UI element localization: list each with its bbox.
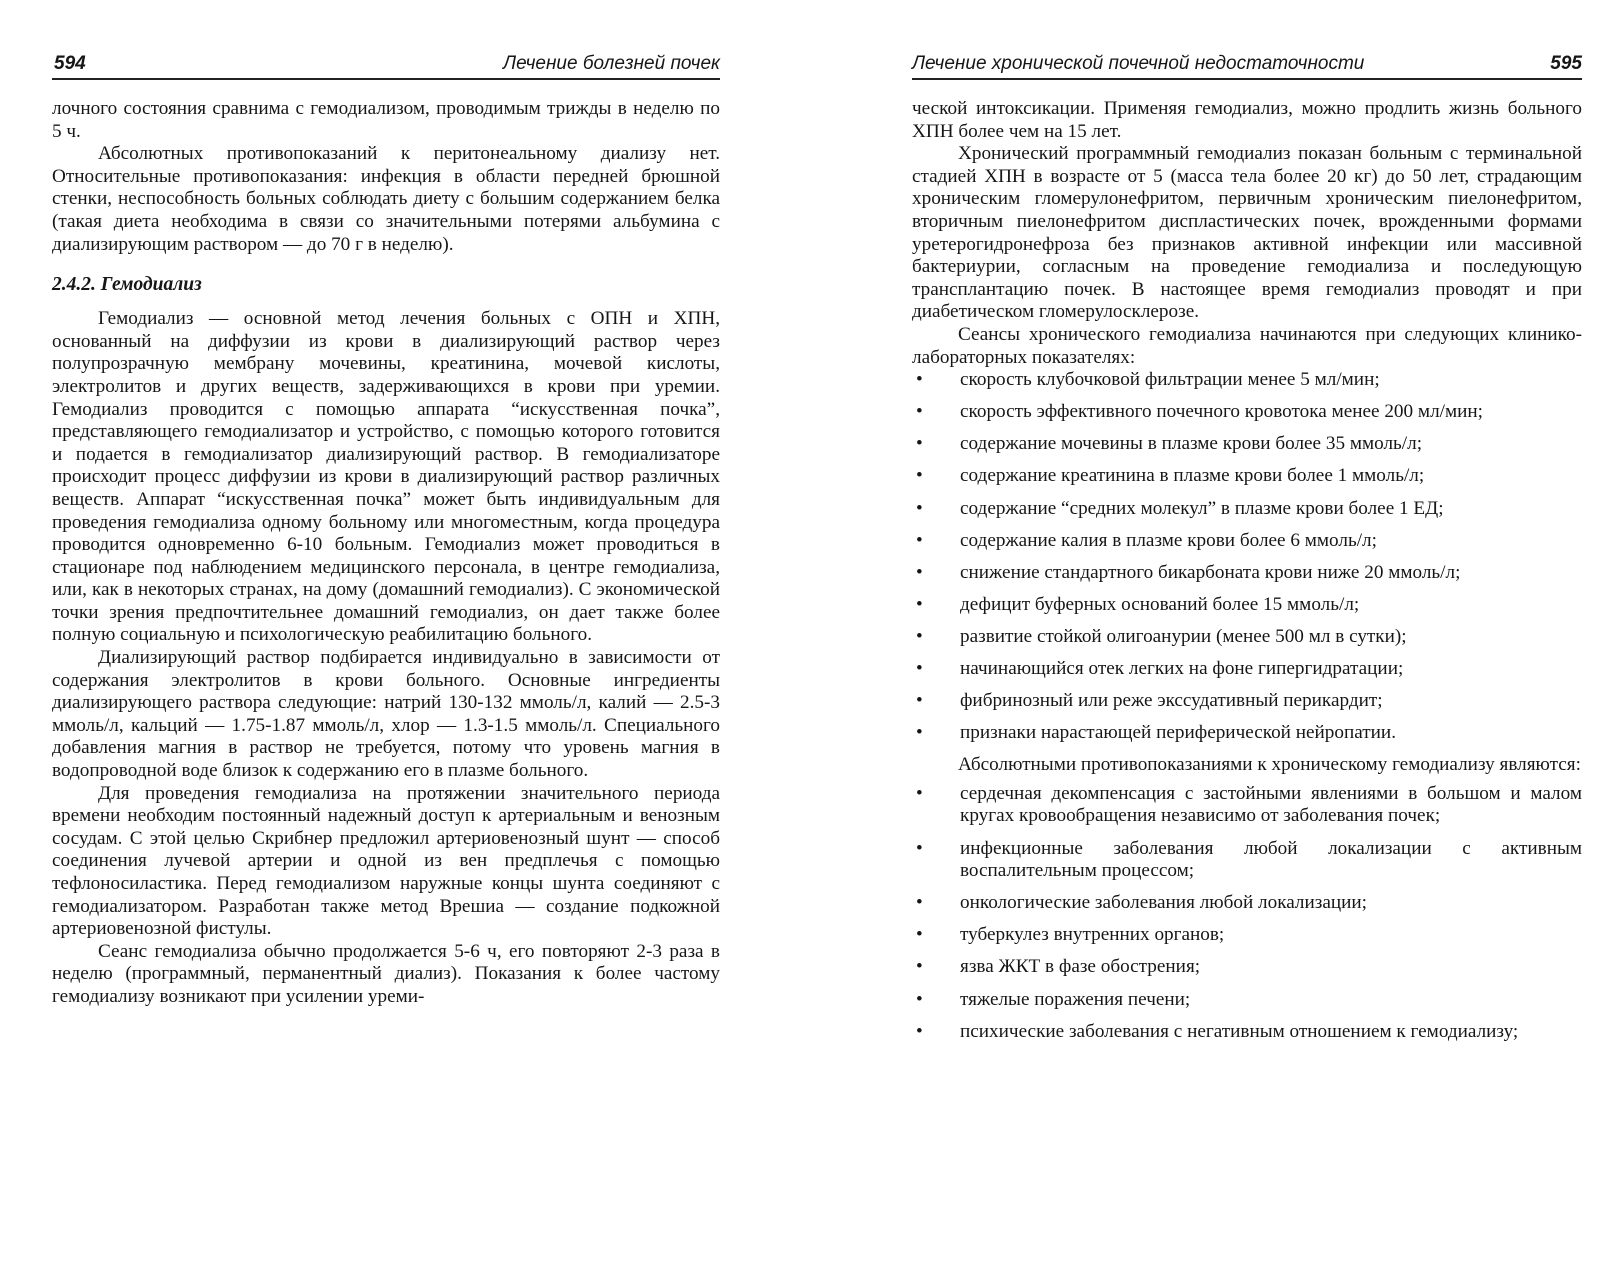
running-title: Лечение болезней почек [503,53,720,74]
bullet-icon: • [916,529,923,551]
paragraph: Сеанс гемодиализа обычно продолжается 5-6 ч, его повторяют 2-3 раза в неделю (программный, перманентный диализ). Показания к более частому гемодиализу возникают при усилении уреми- [52,940,720,1007]
list-item-text: психические заболевания с негативным отношением к гемодиализу; [960,1020,1519,1042]
bullet-icon: • [916,892,923,914]
list-item [912,722,1582,745]
bullet-icon: • [916,924,923,946]
list-item [912,498,1582,521]
running-title: Лечение хронической почечной недостаточности [912,53,1365,74]
list-item-text: начинающийся отек легких на фоне гипергидратации; [960,657,1404,679]
bullet-icon: • [916,401,923,423]
list-item [912,369,1582,392]
left-page-body [52,98,720,1009]
paragraph: Хронический программный гемодиализ показан больным с терминальной стадией ХПН в возрасте от 5 (масса тела более 20 кг) до 50 лет, страдающим хроническим гломерулонефритом, первичным хроническим пиелонефритом, вторичным пиелонефритом диспластических почек, врожденными формами уретерогидронефроза без признаков активной инфекции или массивной бактериурии, согласным на проведение гемодиализа и последующую трансплантацию почек. В настоящее время гемодиализ проводят и при диабетическом гломерулосклерозе. [912,143,1582,323]
paragraph: Сеансы хронического гемодиализа начинаются при следующих клинико-лабораторных показателях: [912,323,1582,368]
indications-list [912,369,1582,745]
paragraph: Диализирующий раствор подбирается индивидуально в зависимости от содержания электролитов в крови больного. Основные ингредиенты диализирующего раствора следующие: натрий 130-132 ммоль/л, калий — 2.5-3 ммоль/л, кальций — 1.75-1.87 ммоль/л, хлор — 1.3-1.5 ммоль/л. Специального добавления магния в раствор не требуется, потому что уровень магния в водопроводной воде близок к содержанию его в плазме больного. [52,647,720,782]
paragraph: ческой интоксикации. Применяя гемодиализ, можно продлить жизнь больного ХПН более чем на 15 лет. [912,98,1582,142]
list-item-text: признаки нарастающей периферической нейропатии. [960,722,1396,744]
page-number: 594 [54,53,86,74]
bullet-icon: • [916,722,923,744]
list-item [912,433,1582,456]
list-item-text: дефицит буферных оснований более 15 ммоль/л; [960,593,1360,615]
paragraph: Гемодиализ — основной метод лечения больных с ОПН и ХПН, основанный на диффузии из крови в диализирующий раствор через полупрозрачную мембрану мочевины, креатинина, мочевой кислоты, электролитов и других веществ, задерживающихся в крови при уремии. Гемодиализ проводится с помощью аппарата “искусственная почка”, представляющего гемодиализатор и устройство, с помощью которого готовится и подается в гемодиализатор диализирующий раствор. В гемодиализаторе происходит процесс диффузии из крови в диализирующий раствор различных веществ. Аппарат “искусственная почка” может быть индивидуальным для проведения гемодиализа одному больному или многоместным, когда процедура проводится одновременно 6-10 больным. Гемодиализ может проводиться в стационаре под наблюдением медицинского персонала, в центре гемодиализа, или, как в некоторых странах, на дому (домашний гемодиализ). С экономической точки зрения предпочтительнее домашний гемодиализ, он дает также более полную социальную и психологическую реабилитацию больного. [52,308,720,646]
list-item [912,838,1582,883]
bullet-icon: • [916,988,923,1010]
paragraph: лочного состояния сравнима с гемодиализом, проводимым трижды в неделю по 5 ч. [52,98,720,142]
list-item [912,594,1582,617]
bullet-icon: • [916,690,923,712]
list-item-text: инфекционные заболевания любой локализации с активным воспалительным процессом; [960,837,1582,882]
section-heading: 2.4.2. Гемодиализ [52,274,202,296]
list-item-text: содержание креатинина в плазме крови более 1 ммоль/л; [960,465,1425,487]
list-item-text: фибринозный или реже экссудативный перикардит; [960,690,1383,712]
list-item-text: онкологические заболевания любой локализации; [960,892,1367,914]
bullet-icon: • [916,497,923,519]
bullet-icon: • [916,465,923,487]
bullet-icon: • [916,1020,923,1042]
list-item [912,562,1582,585]
list-item [912,1021,1582,1044]
list-item [912,465,1582,488]
bullet-icon: • [916,433,923,455]
right-page [912,0,1582,1280]
right-page-header [912,48,1582,80]
bullet-icon: • [916,657,923,679]
list-item-text: содержание “средних молекул” в плазме крови более 1 ЕД; [960,497,1444,519]
paragraph: Для проведения гемодиализа на протяжении значительного периода времени необходим постоянный надежный доступ к артериальным и венозным сосудам. С этой целью Скрибнер предложил артериовенозный шунт — способ соединения лучевой артерии и одной из вен предплечья с помощью тефлоносиластика. Перед гемодиализом наружные концы шунта соединяют с гемодиализатором. Разработан также метод Врешиа — создание подкожной артериовенозной фистулы. [52,782,720,940]
list-item-text: туберкулез внутренних органов; [960,924,1225,946]
paragraph: Абсолютных противопоказаний к перитонеальному диализу нет. Относительные противопоказания: инфекция в области передней брюшной стенки, неспособность больных соблюдать диету с большим содержанием белка (такая диета необходима в связи со значительными потерями альбумина с диализирующим раствором — до 70 г в неделю). [52,143,720,255]
bullet-icon: • [916,782,923,804]
list-item-text: сердечная декомпенсация с застойными явлениями в большом и малом кругах кровообращения независимо от заболевания почек; [960,782,1582,827]
left-page [52,0,720,1280]
list-item [912,956,1582,979]
bullet-icon: • [916,369,923,391]
bullet-icon: • [916,625,923,647]
list-item-text: содержание мочевины в плазме крови более 35 ммоль/л; [960,433,1423,455]
list-item [912,783,1582,828]
bullet-icon: • [916,837,923,859]
list-item [912,924,1582,947]
list-item [912,401,1582,424]
list-item-text: тяжелые поражения печени; [960,988,1191,1010]
page-number: 595 [1550,53,1582,74]
list-item [912,690,1582,713]
list-item-text: снижение стандартного бикарбоната крови ниже 20 ммоль/л; [960,561,1461,583]
paragraph: Абсолютными противопоказаниями к хроническому гемодиализу являются: [958,754,1581,776]
bullet-icon: • [916,561,923,583]
bullet-icon: • [916,956,923,978]
list-item [912,626,1582,649]
list-item [912,892,1582,915]
list-item-text: скорость клубочковой фильтрации менее 5 мл/мин; [960,369,1380,391]
left-page-header [52,48,720,80]
list-item [912,530,1582,553]
list-item [912,658,1582,681]
list-item [912,989,1582,1012]
list-item-text: язва ЖКТ в фазе обострения; [960,956,1201,978]
list-item-text: содержание калия в плазме крови более 6 ммоль/л; [960,529,1377,551]
contraindications-list [912,783,1582,1043]
list-item-text: развитие стойкой олигоанурии (менее 500 мл в сутки); [960,625,1407,647]
list-item-text: скорость эффективного почечного кровотока менее 200 мл/мин; [960,401,1483,423]
bullet-icon: • [916,593,923,615]
right-page-body [912,98,1582,1053]
